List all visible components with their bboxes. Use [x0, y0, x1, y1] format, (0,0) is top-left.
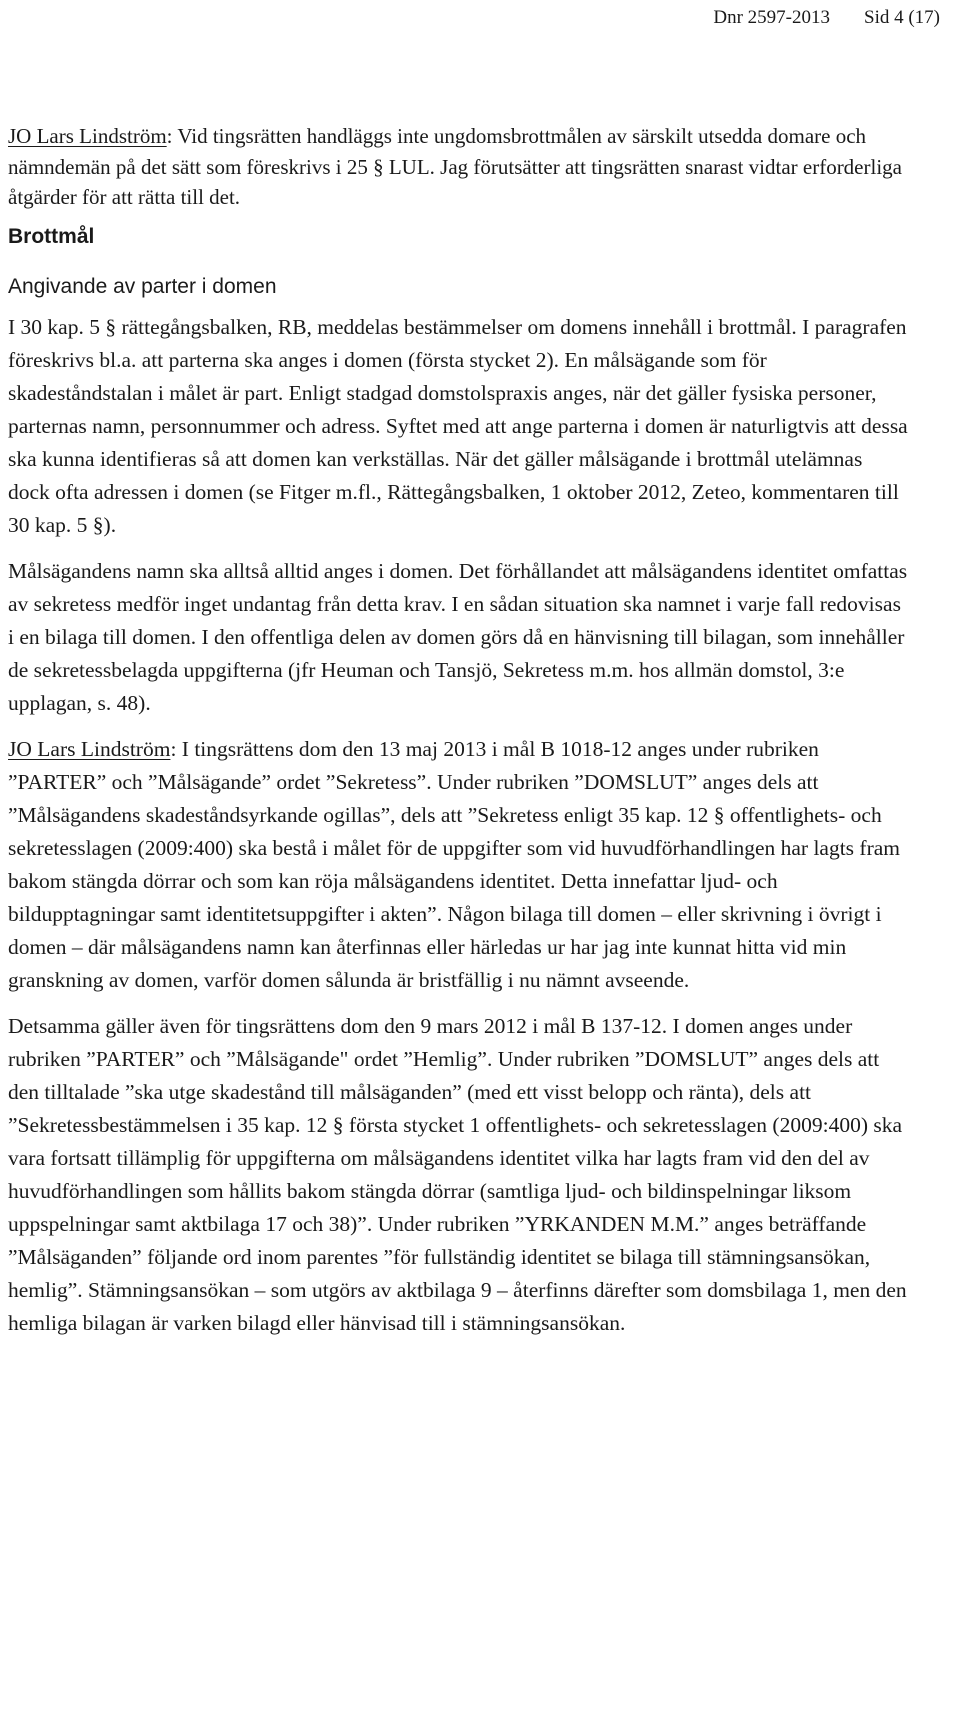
paragraph-dom-2013 — [8, 733, 908, 997]
paragraph-speaker: JO Lars Lindström — [8, 736, 171, 761]
document-body — [8, 121, 908, 1340]
page-header — [713, 4, 940, 32]
paragraph-dom-2012: Detsamma gäller även för tingsrättens dom den 9 mars 2012 i mål B 137-12. I domen anges under rubriken ”PARTER” och ”Målsägande" ordet ”Hemlig”. Under rubriken ”DOMSLUT” anges dels att den tilltalade ”ska utge skadestånd till målsäganden” (med ett visst belopp och ränta), dels att ”Sekretessbestämmelsen i 35 kap. 12 § första stycket 1 offentlighets- och sekretesslagen (2009:400) ska vara fortsatt tillämplig för uppgifterna om målsägandens identitet vilka har lagts fram vid den del av huvudförhandlingen som hållits bakom stängda dörrar (samtliga ljud- och bildinspelningar liksom uppspelningar samt aktbilaga 17 och 38)”. Under rubriken ”YRKANDEN M.M.” anges beträffande ”Målsäganden” följande ord inom parentes ”för fullständig identitet se bilaga till stämningsansökan, hemlig”. Stämningsansökan – som utgörs av aktbilaga 9 – återfinns därefter som domsbilaga 1, men den hemliga bilagan är varken bilagd eller hänvisad till i stämningsansökan. — [8, 1013, 907, 1335]
intro-text: : Vid tingsrätten handläggs inte ungdomsbrottmålen av särskilt utsedda domare och nämndemän på det sätt som föreskrivs i 25 § LUL. Jag förutsätter att tingsrätten snarast vidtar erforderliga åtgärder för att rätta till det. — [8, 124, 902, 209]
page-number: Sid 4 (17) — [864, 7, 940, 28]
paragraph-malsagande-namn: Målsägandens namn ska alltså alltid anges i domen. Det förhållandet att målsägandens identitet omfattas av sekretess medför inget undantag från detta krav. I en sådan situation ska namnet i varje fall redovisas i en bilaga till domen. I den offentliga delen av domen görs då en hänvisning till bilagan, som innehåller de sekretessbelagda uppgifterna (jfr Heuman och Tansjö, Sekretess m.m. hos allmän domstol, 3:e upplagan, s. 48). — [8, 558, 908, 715]
intro-paragraph — [8, 121, 908, 213]
intro-speaker: JO Lars Lindström — [8, 124, 167, 148]
paragraph-dom-2013-text: : I tingsrättens dom den 13 maj 2013 i mål B 1018-12 anges under rubriken ”PARTER” och ”Målsägande” ordet ”Sekretess”. Under rubriken ”DOMSLUT” anges dels att ”Målsägandens skadeståndsyrkande ogillas”, dels att ”Sekretess enligt 35 kap. 12 § offentlighets- och sekretesslagen (2009:400) ska bestå i målet för de uppgifter som vid huvudförhandlingen har lagts fram bakom stängda dörrar och som kan röja målsägandens identitet. Detta innefattar ljud- och bildupptagningar samt identitetsuppgifter i akten”. Någon bilaga till domen – eller skrivning i övrigt i domen – där målsägandens namn kan återfinnas eller härledas ur har jag inte kunnat hitta vid min granskning av domen, varför domen sålunda är bristfällig i nu nämnt avseende. — [8, 736, 901, 992]
paragraph-rb: I 30 kap. 5 § rättegångsbalken, RB, meddelas bestämmelser om domens innehåll i brottmål. I paragrafen föreskrivs bl.a. att parterna ska anges i domen (första stycket 2). En målsägande som för skadeståndstalan i målet är part. Enligt stadgad domstolspraxis anges, när det gäller fysiska personer, parternas namn, personnummer och adress. Syftet med att ange parterna i domen är naturligtvis att dessa ska kunna identifieras så att domen kan verkställas. När det gäller målsägande i brottmål utelämnas dock ofta adressen i domen (se Fitger m.fl., Rättegångsbalken, 1 oktober 2012, Zeteo, kommentaren till 30 kap. 5 §). — [8, 314, 908, 537]
section-subheading: Angivande av parter i domen — [8, 274, 277, 298]
section-heading: Brottmål — [8, 224, 95, 248]
case-number: Dnr 2597-2013 — [713, 7, 830, 28]
